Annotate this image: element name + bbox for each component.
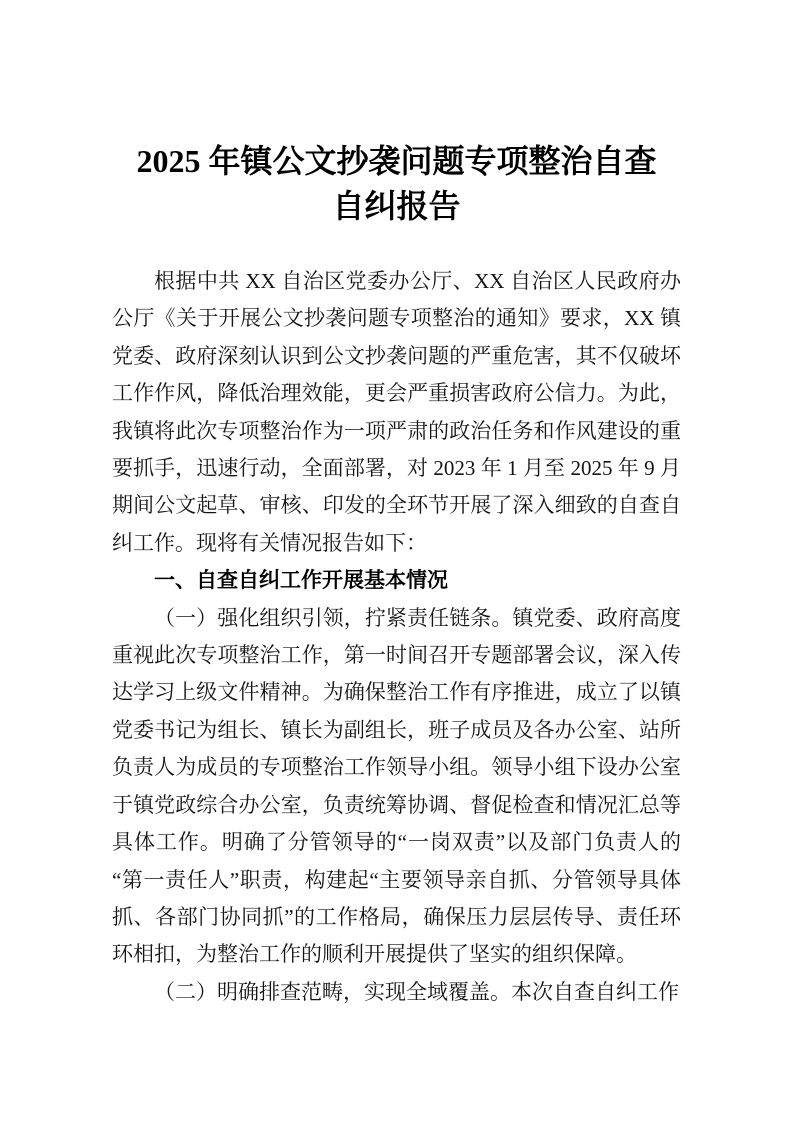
body-paragraph-intro: 根据中共 XX 自治区党委办公厅、XX 自治区人民政府办公厅《关于开展公文抄袭问题专项整治的通知》要求，XX 镇党委、政府深刻认识到公文抄袭问题的严重危害，其不仅破坏工作作风，降低治理效能，更会严重损害政府公信力。为此，我镇将此次专项整治作为一项严肃的政治任务和作风建设的重要抓手，迅速行动，全面部署，对 2023 年 1 月至 2025 年 9 月期间公文起草、审核、印发的全环节开展了深入细致的自查自纠工作。现将有关情况报告如下：	[112, 269, 681, 555]
body-paragraph-item-2: （二）明确排查范畴，实现全域覆盖。本次自查自纠工作	[154, 979, 679, 1004]
report-title	[112, 139, 681, 229]
report-body	[112, 263, 681, 1011]
report-title-line-1: 2025 年镇公文抄袭问题专项整治自查	[136, 143, 657, 179]
report-title-line-2: 自纠报告	[332, 188, 461, 224]
body-paragraph-item-1: （一）强化组织引领，拧紧责任链条。镇党委、政府高度重视此次专项整治工作，第一时间召开专题部署会议，深入传达学习上级文件精神。为确保整治工作有序推进，成立了以镇党委书记为组长、镇长为副组长，班子成员及各办公室、站所负责人为成员的专项整治工作领导小组。领导小组下设办公室于镇党政综合办公室，负责统筹协调、督促检查和情况汇总等具体工作。明确了分管领导的“一岗双责”以及部门负责人的“第一责任人”职责，构建起“主要领导亲自抓、分管领导具体抓、各部门协同抓”的工作格局，确保压力层层传导、责任环环相扣，为整治工作的顺利开展提供了坚实的组织保障。	[112, 605, 681, 967]
section-heading-1: 一、自查自纠工作开展基本情况	[154, 569, 448, 593]
